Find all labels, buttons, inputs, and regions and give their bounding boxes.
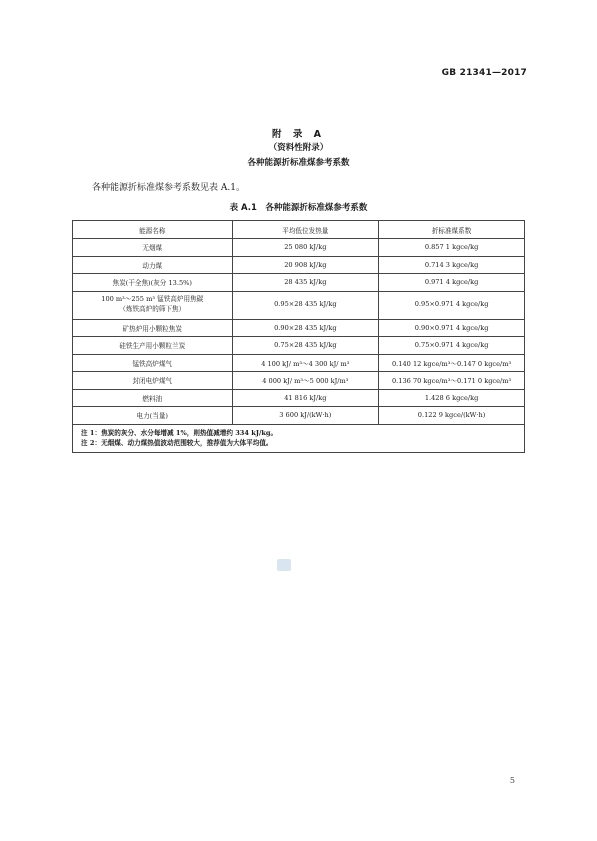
cell-calorific-value: 3 600 kJ/(kW·h) (232, 407, 379, 425)
cell-coal-coefficient: 0.90×0.971 4 kgce/kg (379, 319, 525, 337)
cell-calorific-value: 0.95×28 435 kJ/kg (232, 291, 379, 319)
table-row (73, 372, 525, 390)
cell-coal-coefficient: 0.136 70 kgce/m³～0.171 0 kgce/m³ (379, 372, 525, 390)
table-row (73, 319, 525, 337)
cell-energy-name: 动力煤 (73, 256, 233, 274)
table-row (73, 274, 525, 292)
table-header-row (73, 221, 525, 239)
cell-energy-name: 焦炭(干全焦)(灰分 13.5%) (73, 274, 233, 292)
cell-calorific-value: 25 080 kJ/kg (232, 239, 379, 257)
cell-coal-coefficient: 0.971 4 kgce/kg (379, 274, 525, 292)
cell-energy-name: 封闭电炉煤气 (73, 372, 233, 390)
standard-code: GB 21341—2017 (441, 68, 527, 78)
table-row (73, 337, 525, 355)
table-row (73, 291, 525, 319)
cell-calorific-value: 20 908 kJ/kg (232, 256, 379, 274)
cell-calorific-value: 4 100 kJ/ m³～4 300 kJ/ m³ (232, 354, 379, 372)
cell-energy-name: 硅铁生产用小颗粒兰炭 (73, 337, 233, 355)
page-number: 5 (509, 776, 515, 785)
header-energy-name: 能源名称 (73, 221, 233, 239)
table-row (73, 239, 525, 257)
cell-energy-name: 矿热炉用小颗粒焦炭 (73, 319, 233, 337)
table-notes-row (73, 424, 525, 453)
cell-calorific-value: 28 435 kJ/kg (232, 274, 379, 292)
watermark-stamp (277, 559, 291, 571)
cell-coal-coefficient: 0.140 12 kgce/m³～0.147 0 kgce/m³ (379, 354, 525, 372)
cell-coal-coefficient: 0.122 9 kgce/(kW·h) (379, 407, 525, 425)
header-calorific-value: 平均低位发热量 (232, 221, 379, 239)
table-row (73, 256, 525, 274)
cell-coal-coefficient: 1.428 6 kgce/kg (379, 389, 525, 407)
cell-calorific-value: 4 000 kJ/ m³～5 000 kJ/m³ (232, 372, 379, 390)
cell-coal-coefficient: 0.75×0.971 4 kgce/kg (379, 337, 525, 355)
cell-coal-coefficient: 0.95×0.971 4 kgce/kg (379, 291, 525, 319)
coefficient-table (72, 220, 525, 453)
cell-calorific-value: 41 816 kJ/kg (232, 389, 379, 407)
annex-title: 附 录 A (272, 129, 325, 140)
header-coal-coefficient: 折标准煤系数 (379, 221, 525, 239)
annex-name: 各种能源折标准煤参考系数 (247, 158, 350, 168)
annex-subtitle: （资料性附录） (268, 143, 329, 153)
table-notes (73, 424, 525, 453)
cell-energy-name: 100 m³～255 m³ 锰铁高炉用焦碳 （炼铁高炉的筛下焦） (73, 291, 233, 319)
cell-coal-coefficient: 0.714 3 kgce/kg (379, 256, 525, 274)
cell-energy-name: 电力(当量) (73, 407, 233, 425)
table-row (73, 389, 525, 407)
cell-calorific-value: 0.75×28 435 kJ/kg (232, 337, 379, 355)
cell-energy-name: 无烟煤 (73, 239, 233, 257)
cell-coal-coefficient: 0.857 1 kgce/kg (379, 239, 525, 257)
table-row (73, 354, 525, 372)
cell-calorific-value: 0.90×28 435 kJ/kg (232, 319, 379, 337)
table-row (73, 407, 525, 425)
intro-text: 各种能源折标准煤参考系数见表 A.1。 (92, 183, 245, 193)
cell-energy-name: 锰铁高炉煤气 (73, 354, 233, 372)
cell-energy-name: 燃料油 (73, 389, 233, 407)
table-note-1: 注 1：焦炭的灰分、水分每增减 1%，则热值减增约 334 kJ/kg。 (81, 428, 278, 437)
table-caption: 表 A.1 各种能源折标准煤参考系数 (229, 203, 368, 213)
table-note-2: 注 2：无烟煤、动力煤热值波动范围较大，推荐值为大体平均值。 (81, 439, 273, 448)
